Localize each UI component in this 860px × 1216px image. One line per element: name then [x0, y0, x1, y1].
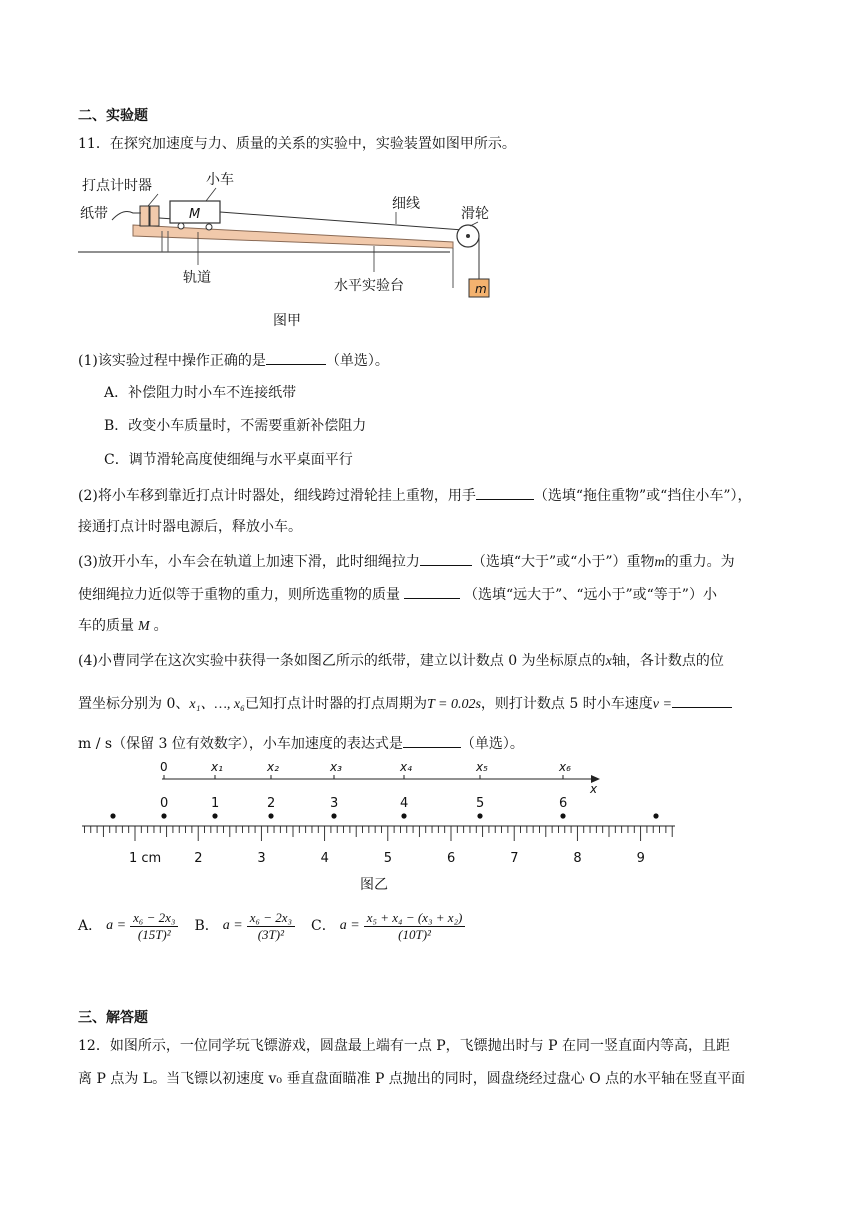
label-string: 细线 — [392, 196, 420, 212]
section-title-experiment: 二、实验题 — [78, 108, 148, 124]
ruler-label: 6 — [447, 851, 456, 866]
label-timer: 打点计时器 — [82, 178, 152, 194]
ruler-label: 7 — [510, 851, 519, 866]
formula-option-a-denominator: (15T)² — [137, 926, 171, 942]
formula-option-c — [311, 910, 465, 943]
q11-part4-unit: m / s — [78, 736, 113, 752]
q11-part3-blank1 — [420, 551, 472, 566]
formula-option-c-numerator: x₅ + x₄ − (x₃ + x₂) — [364, 910, 466, 927]
formula-option-b-letter: B． — [194, 918, 219, 934]
q11-part3-M: M — [138, 619, 150, 634]
q11-part4-line3 — [78, 733, 524, 754]
label-weight-mass: m — [475, 282, 487, 296]
axis-label: x₂ — [267, 760, 279, 774]
figure-caption-b: 图乙 — [360, 877, 388, 893]
q11-part4 — [78, 651, 724, 672]
formula-option-a-numerator: x₆ − 2x₃ — [130, 910, 178, 927]
formula-option-a-letter: A． — [78, 918, 103, 934]
formula-option-c-fraction — [364, 910, 466, 943]
ruler-label: 8 — [573, 851, 582, 866]
q11-part2-blank — [476, 485, 534, 500]
count-point-label: 1 — [211, 796, 220, 811]
question-11-stem: 11．在探究加速度与力、质量的关系的实验中，实验装置如图甲所示。 — [78, 136, 516, 152]
axis-label: x₄ — [400, 760, 412, 774]
formula-option-c-denominator: (10T)² — [398, 926, 431, 942]
count-point-dot — [560, 813, 565, 818]
q11-option-b: B．改变小车质量时，不需要重新补偿阻力 — [104, 418, 367, 434]
q11-part1-text: (1)该实验过程中操作正确的是 — [78, 353, 266, 369]
count-point-dot — [268, 813, 273, 818]
q11-option-a: A．补偿阻力时小车不连接纸带 — [104, 385, 297, 401]
count-point-label: 3 — [330, 796, 339, 811]
q11-part4-v: v = — [652, 697, 672, 712]
axis-label: x₁ — [211, 760, 223, 774]
ruler-label: 5 — [383, 851, 393, 866]
q11-part1-blank — [266, 350, 326, 365]
q11-part4-blank2 — [403, 733, 461, 748]
axis-label: x₃ — [330, 760, 342, 774]
section-title-solution: 三、解答题 — [78, 1010, 148, 1026]
q11-part2-line2: 接通打点计时器电源后，释放小车。 — [78, 519, 302, 535]
q11-formula-options — [78, 904, 481, 948]
q11-part4-x: x — [605, 654, 612, 669]
q11-part3-m: m — [654, 555, 665, 570]
ruler-label: 1 cm — [129, 851, 162, 866]
q11-part4-x-range: x₁、…, x₆ — [189, 697, 245, 712]
question-12-line2: 离 P 点为 L。当飞镖以初速度 v₀ 垂直盘面瞄准 P 点抛出的同时，圆盘绕经过盘心 O 点的水平轴在竖直平面 — [78, 1071, 746, 1087]
count-point-label: 6 — [559, 796, 568, 811]
q11-part2-suffix: （选填“拖住重物”或“挡住小车”）， — [533, 488, 752, 504]
label-table: 水平实验台 — [334, 278, 404, 294]
figure-tape-ruler — [78, 758, 688, 896]
ruler-label: 9 — [636, 851, 645, 866]
count-point-dot — [161, 813, 166, 818]
figure-caption-a: 图甲 — [273, 313, 301, 329]
label-tape: 纸带 — [80, 206, 108, 222]
count-point-label: 5 — [476, 796, 485, 811]
question-12-line1: 12．如图所示，一位同学玩飞镖游戏，圆盘最上端有一点 P，飞镖抛出时与 P 在同一竖直面内等高，且距 — [78, 1038, 731, 1054]
q11-part4-line3-suffix: （单选）。 — [460, 736, 524, 752]
q11-part4-line2 — [78, 693, 732, 715]
q11-part4-period: T = 0.02s — [426, 697, 481, 712]
formula-option-b-lhs: a = — [222, 918, 243, 933]
axis-label: 0 — [160, 760, 168, 774]
q11-part4-text: (4)小曹同学在这次实验中获得一条如图乙所示的纸带，建立以计数点 0 为坐标原点的 — [78, 653, 606, 669]
label-pulley: 滑轮 — [461, 206, 489, 222]
q11-part4-line2-text: 置坐标分别为 0、 — [78, 696, 190, 712]
q11-part3-text: (3)放开小车，小车会在轨道上加速下滑，此时细绳拉力 — [78, 554, 420, 570]
formula-option-a-fraction — [130, 910, 178, 943]
q11-part2 — [78, 485, 751, 506]
count-point-dot — [331, 813, 336, 818]
tape-dot — [110, 813, 115, 818]
q11-part1-suffix: （单选）。 — [325, 353, 389, 369]
formula-option-b-denominator: (3T)² — [257, 926, 285, 942]
axis-label: x₆ — [559, 760, 571, 774]
label-car: 小车 — [206, 172, 234, 188]
q11-part4-line2-suffix: ，则打计数点 5 时小车速度 — [480, 696, 653, 712]
ruler-label: 4 — [320, 851, 329, 866]
count-point-dot — [401, 813, 406, 818]
ruler-label: 3 — [257, 851, 266, 866]
axis-name-x: x — [590, 782, 598, 796]
formula-option-a — [78, 910, 178, 943]
formula-option-c-lhs: a = — [339, 918, 360, 933]
q11-part3-blank2 — [404, 584, 460, 599]
q11-part3 — [78, 551, 735, 573]
formula-option-a-lhs: a = — [106, 918, 127, 933]
q11-part4-blank1 — [672, 693, 732, 708]
formula-option-b — [194, 910, 295, 943]
q11-part3-line2-suffix: （选填“远大于”、“远小于”或“等于”）小 — [464, 587, 717, 603]
q11-option-c: C．调节滑轮高度使细绳与水平桌面平行 — [104, 452, 353, 468]
count-point-dot — [477, 813, 482, 818]
formula-option-b-fraction — [247, 910, 295, 943]
label-car-mass: M — [189, 207, 201, 222]
q11-part3-line2 — [78, 584, 717, 605]
axis-label: x₅ — [476, 760, 488, 774]
q11-part3-line2-text: 使细绳拉力近似等于重物的重力，则所选重物的质量 — [78, 587, 400, 603]
q11-part4-suffix: 轴，各计数点的位 — [611, 653, 724, 669]
formula-option-b-numerator: x₆ − 2x₃ — [247, 910, 295, 927]
tape-dot — [653, 813, 658, 818]
count-point-label: 2 — [267, 796, 276, 811]
figure-apparatus — [78, 168, 518, 338]
q11-part4-line2-mid: 已知打点计时器的打点周期为 — [244, 696, 427, 712]
q11-part3-line3 — [78, 616, 168, 637]
q11-part3-line3-text: 车的质量 — [78, 618, 134, 634]
q11-part3-line3-suffix: 。 — [153, 618, 168, 634]
q11-part3-suffix: 的重力。为 — [664, 554, 735, 570]
q11-part2-text: (2)将小车移到靠近打点计时器处，细线跨过滑轮挂上重物，用手 — [78, 488, 476, 504]
count-point-dot — [212, 813, 217, 818]
count-point-label: 4 — [400, 796, 409, 811]
count-point-label: 0 — [160, 796, 169, 811]
q11-part1 — [78, 350, 389, 371]
formula-option-c-letter: C． — [311, 918, 336, 934]
q11-part4-line3-text: （保留 3 位有效数字），小车加速度的表达式是 — [112, 736, 403, 752]
ruler-label: 2 — [194, 851, 203, 866]
label-track: 轨道 — [183, 270, 211, 286]
q11-part3-mid: （选填“大于”或“小于”）重物 — [471, 554, 655, 570]
